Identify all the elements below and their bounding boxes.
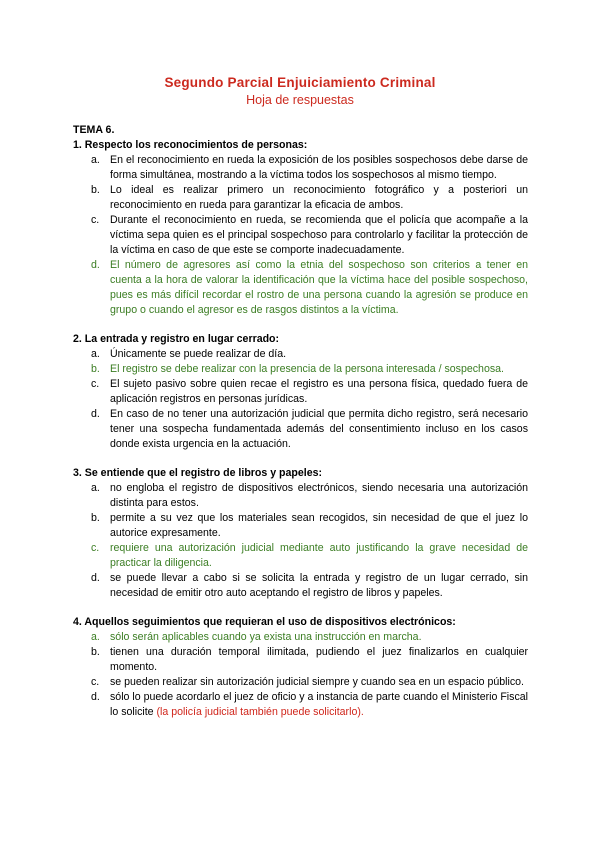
option-b: [73, 645, 528, 675]
option-text: tienen una duración temporal ilimitada, pudiendo el juez finalizarlos en cualquier momento.: [110, 646, 528, 673]
option-list: [73, 347, 528, 452]
option-letter: a.: [91, 154, 100, 166]
option-d: [73, 571, 528, 601]
option-c: [73, 213, 528, 258]
question-4: [73, 615, 528, 720]
option-list: [73, 481, 528, 601]
option-letter: b.: [91, 646, 100, 658]
option-text: Durante el reconocimiento en rueda, se recomienda que el policía que acompañe a la víctima sepa quien es el principal sospechoso para controlarlo y facilitar la protección de la víctima en caso de que este se comporte inadecuadamente.: [110, 214, 528, 256]
option-a: [73, 153, 528, 183]
question-heading: 1. Respecto los reconocimientos de personas:: [73, 139, 308, 151]
option-letter: d.: [91, 691, 100, 703]
option-text: se puede llevar a cabo si se solicita la entrada y registro de un lugar cerrado, sin necesidad de emitir otro auto aceptando el registro de libros y papeles.: [110, 572, 528, 599]
answer-sheet: [73, 123, 528, 734]
option-letter: b.: [91, 363, 100, 375]
option-text: sólo lo puede acordarlo el juez de oficio y a instancia de parte cuando el Ministerio Fiscal lo solicite: [110, 691, 528, 718]
option-list: [73, 153, 528, 318]
option-letter: d.: [91, 572, 100, 584]
question-2: [73, 332, 528, 452]
option-letter: a.: [91, 631, 100, 643]
option-text: Lo ideal es realizar primero un reconocimiento fotográfico y a posteriori un reconocimiento en rueda para garantizar la eficacia de ambos.: [110, 184, 528, 211]
option-letter: b.: [91, 184, 100, 196]
question-heading: 4. Aquellos seguimientos que requieran el uso de dispositivos electrónicos:: [73, 616, 456, 628]
tema-heading: TEMA 6.: [73, 124, 115, 136]
page-subtitle: Hoja de respuestas: [246, 93, 354, 107]
option-d: [73, 690, 528, 720]
option-c: [73, 675, 528, 690]
option-text: En caso de no tener una autorización judicial que permita dicho registro, será necesario tener una sospecha fundamentada además del consentimiento incluso en los casos donde exista urgencia en la actuación.: [110, 408, 528, 450]
option-d: [73, 407, 528, 452]
option-text: El número de agresores así como la etnia del sospechoso son criterios a tener en cuenta a la hora de valorar la identificación que la víctima hace del posible sospechoso, pues es más difícil recordar el rostro de una persona cuando la agresión se produce en grupo o cuando el agresor es de rasgos distintos a la víctima.: [110, 259, 528, 316]
option-text: permite a su vez que los materiales sean recogidos, sin necesidad de que el juez lo autorice expresamente.: [110, 512, 528, 539]
correction-note: (la policía judicial también puede solicitarlo).: [156, 706, 364, 718]
option-a: [73, 481, 528, 511]
option-letter: a.: [91, 348, 100, 360]
option-text: En el reconocimiento en rueda la exposición de los posibles sospechosos debe darse de forma simultánea, mostrando a la víctima todos los sospechosos al mismo tiempo.: [110, 154, 528, 181]
option-letter: d.: [91, 408, 100, 420]
question-heading: 3. Se entiende que el registro de libros y papeles:: [73, 467, 323, 479]
option-text: no engloba el registro de dispositivos electrónicos, siendo necesaria una autorización distinta para estos.: [110, 482, 528, 509]
option-letter: a.: [91, 482, 100, 494]
question-heading: 2. La entrada y registro en lugar cerrado:: [73, 333, 280, 345]
option-c: [73, 377, 528, 407]
option-letter: c.: [91, 676, 100, 688]
option-b: [73, 511, 528, 541]
option-a: [73, 347, 528, 362]
option-b: [73, 183, 528, 213]
option-letter: b.: [91, 512, 100, 524]
option-letter: d.: [91, 259, 100, 271]
option-letter: c.: [91, 378, 100, 390]
option-text: sólo serán aplicables cuando ya exista una instrucción en marcha.: [110, 631, 422, 643]
option-letter: c.: [91, 542, 100, 554]
question-1: [73, 138, 528, 318]
option-c-correct: [73, 541, 528, 571]
option-b-correct: [73, 362, 528, 377]
option-list: [73, 630, 528, 720]
option-a-correct: [73, 630, 528, 645]
option-text: requiere una autorización judicial mediante auto justificando la grave necesidad de practicar la diligencia.: [110, 542, 528, 569]
option-text: se pueden realizar sin autorización judicial siempre y cuando sea en un espacio público.: [110, 676, 524, 688]
option-text: El sujeto pasivo sobre quien recae el registro es una persona física, quedado fuera de aplicación registros en personas jurídicas.: [110, 378, 528, 405]
option-text: El registro se debe realizar con la presencia de la persona interesada / sospechosa.: [110, 363, 504, 375]
option-d-correct: [73, 258, 528, 318]
question-3: [73, 466, 528, 601]
option-letter: c.: [91, 214, 100, 226]
option-text: Únicamente se puede realizar de día.: [110, 348, 287, 360]
page-title: Segundo Parcial Enjuiciamiento Criminal: [164, 75, 436, 90]
